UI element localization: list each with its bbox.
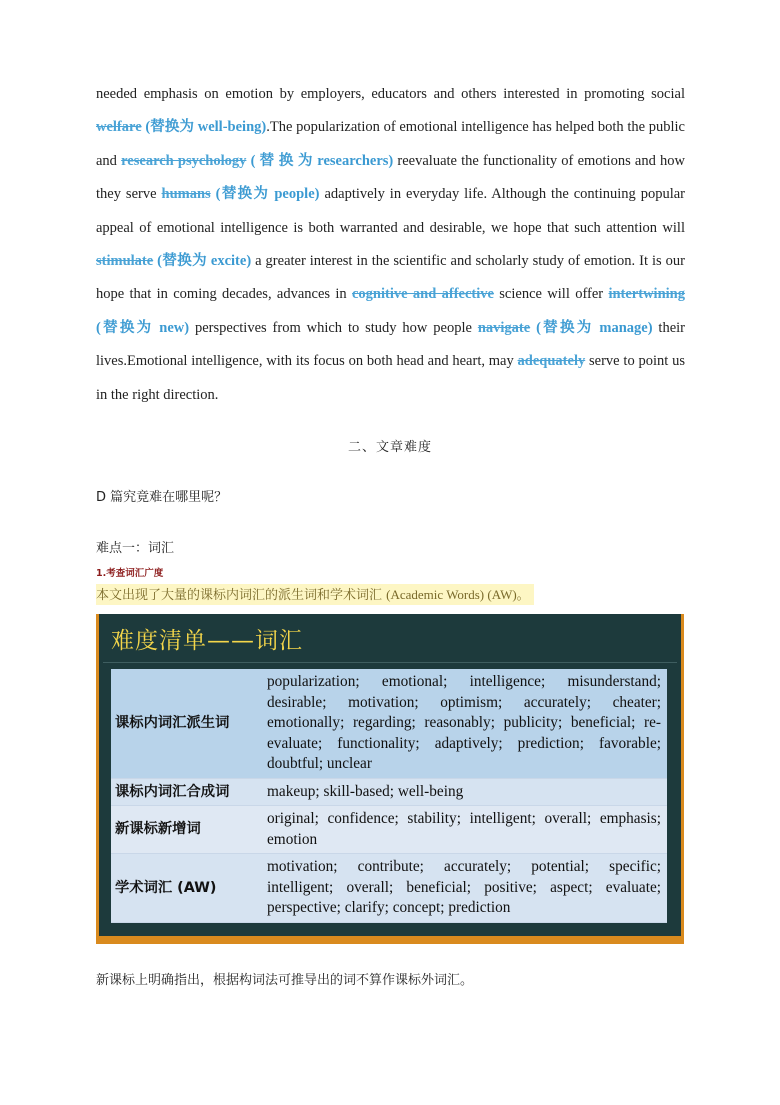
question-line: D 篇究竟难在哪里呢？ bbox=[96, 490, 228, 505]
board-frame-bottom bbox=[96, 936, 684, 944]
row-category: 新课标新增词 bbox=[111, 806, 261, 854]
replacement-note: (替换为 people) bbox=[210, 186, 320, 203]
row-category: 学术词汇 (AW) bbox=[111, 854, 261, 923]
footer-note: 新课标上明确指出，根据构词法可推导出的词不算作课标外词汇。 bbox=[96, 973, 474, 988]
text-segment: serve to point us in the right direction. bbox=[96, 353, 685, 403]
board-divider bbox=[103, 662, 677, 663]
row-words: original; confidence; stability; intelligent; overall; emphasis; emotion bbox=[261, 806, 667, 854]
section-heading: 二、文章难度 bbox=[347, 440, 432, 455]
text-segment: science will offer bbox=[493, 286, 609, 303]
text-segment: .The popularization of emotional intelligence has helped both the public and bbox=[96, 119, 685, 169]
text-segment: reevaluate the functionality of emotions and how they serve bbox=[96, 152, 685, 203]
row-category: 课标内词汇合成词 bbox=[111, 778, 261, 806]
replacement-note: (替换为 excite) bbox=[153, 253, 252, 270]
deleted-word: research psychology bbox=[121, 152, 247, 169]
text-segment: adaptively in everyday life. Although the continuing popular appeal of emotional intelligence is both warranted and desirable, we hope that such attention will bbox=[96, 186, 686, 236]
deleted-word: humans bbox=[161, 186, 211, 203]
deleted-word: adequately bbox=[517, 353, 586, 370]
table-row bbox=[111, 778, 667, 806]
highlight-line bbox=[96, 584, 534, 605]
deleted-word: intertwining bbox=[608, 286, 685, 303]
deleted-word: navigate bbox=[477, 319, 531, 336]
deleted-word: stimulate bbox=[96, 253, 154, 270]
text-segment: a greater interest in the scientific and scholarly study of emotion. It is our hope that in coming decades, advances in bbox=[96, 253, 685, 303]
board-panel bbox=[99, 614, 681, 936]
difficulty-title: 难点一：词汇 bbox=[96, 541, 175, 556]
table-row bbox=[111, 854, 667, 923]
table-row bbox=[111, 669, 667, 778]
row-words: motivation; contribute; accurately; potential; specific; intelligent; overall; beneficial; positive; aspect; evaluate; perspective; clarify; concept; prediction bbox=[261, 854, 667, 923]
row-words: makeup; skill-based; well-being bbox=[261, 778, 667, 806]
table-row bbox=[111, 806, 667, 854]
text-segment: their lives.Emotional intelligence, with its focus on both head and heart, may bbox=[96, 319, 685, 370]
replacement-note: (替换为 manage) bbox=[530, 319, 653, 336]
highlight-text: 本文出现了大量的课标内词汇的派生词和学术词汇 bbox=[96, 588, 383, 603]
replacement-note: (替换为 new) bbox=[96, 319, 190, 336]
deleted-word: welfare bbox=[96, 119, 142, 136]
sub-heading: 1.考查词汇广度 bbox=[96, 568, 164, 579]
row-words: popularization; emotional; intelligence; misunderstand; desirable; motivation; optimism; accurately; cheater; emotionally; regarding; reasonably; publicity; beneficial; re-evaluate; functionality; adaptively; prediction; favorable; doubtful; unclear bbox=[261, 669, 667, 778]
vocab-board-image bbox=[96, 614, 684, 944]
text-segment: perspectives from which to study how people bbox=[189, 319, 478, 336]
article-paragraph bbox=[96, 78, 685, 412]
text-segment: needed emphasis on emotion by employers, educators and others interested in promoting social bbox=[96, 86, 685, 102]
deleted-word: cognitive and affective bbox=[352, 286, 494, 303]
vocab-table bbox=[111, 669, 667, 923]
replacement-note: (替换为 well-being) bbox=[141, 119, 267, 136]
highlight-en: (Academic Words) (AW)。 bbox=[386, 587, 530, 602]
replacement-note: ( 替 换 为 researchers) bbox=[246, 152, 394, 169]
board-title: 难度清单——词汇 bbox=[111, 628, 303, 654]
row-category: 课标内词汇派生词 bbox=[111, 669, 261, 778]
